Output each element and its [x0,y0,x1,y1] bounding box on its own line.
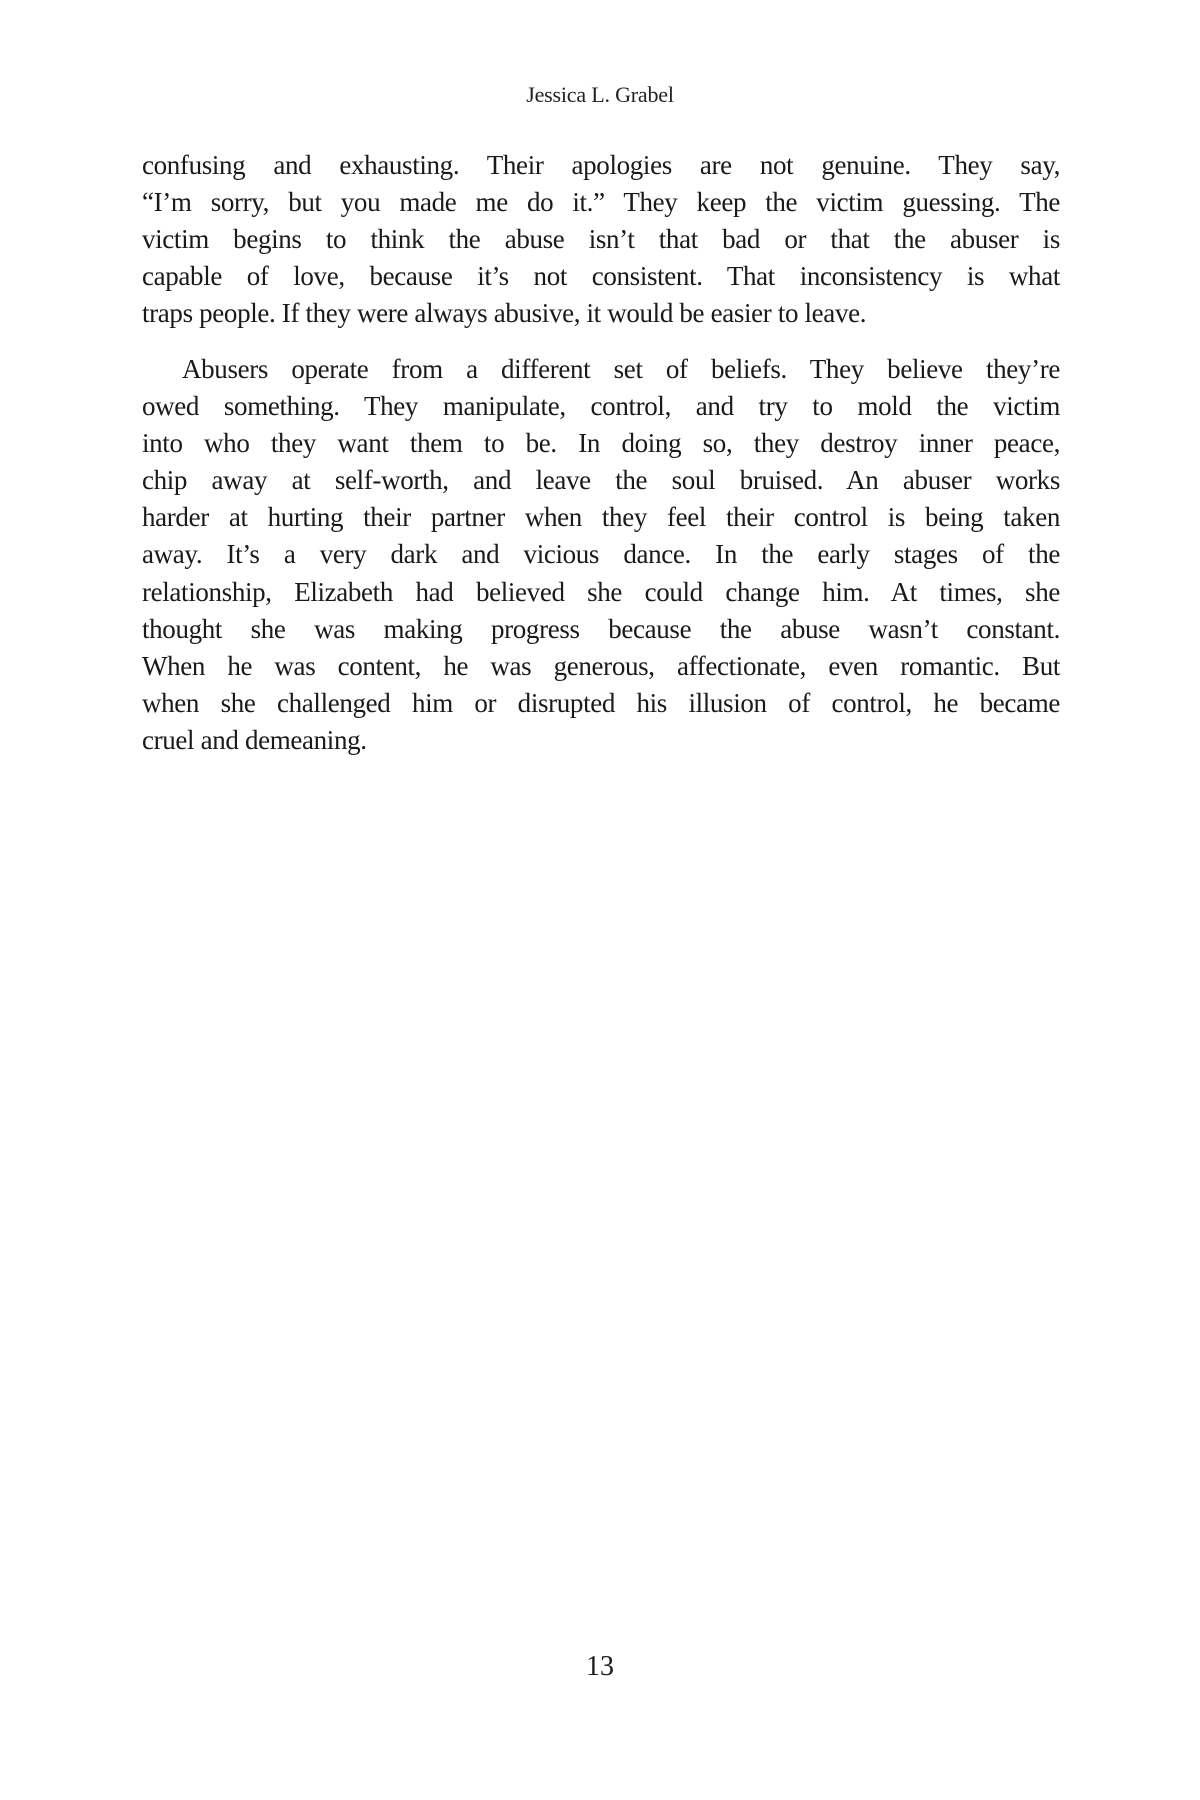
text-line: When he was content, he was generous, affectionate, even romantic. But [142,650,1060,681]
text-line: confusing and exhausting. Their apologies are not genuine. They say, [142,150,1060,180]
paragraph-2 [142,351,1060,759]
text-line: into who they want them to be. In doing so, they destroy inner peace, [142,428,1060,459]
text-line: victim begins to think the abuse isn’t that bad or that the abuser is [142,224,1060,255]
text-line: away. It’s a very dark and vicious dance. In the early stages of the [142,539,1060,570]
page-number: 13 [586,1651,614,1682]
text-line: when she challenged him or disrupted his illusion of control, he became [142,687,1060,718]
text-line: chip away at self-worth, and leave the soul bruised. An abuser works [142,465,1060,496]
text-line: cruel and demeaning. [142,724,367,755]
text-line: “I’m sorry, but you made me do it.” They keep the victim guessing. The [142,187,1060,218]
text-line: traps people. If they were always abusive, it would be easier to leave. [142,298,867,329]
text-line: owed something. They manipulate, control, and try to mold the victim [142,391,1060,422]
text-line: Abusers operate from a different set of beliefs. They believe they’re [182,354,1060,384]
running-header: Jessica L. Grabel [526,82,674,107]
text-line: thought she was making progress because the abuse wasn’t constant. [142,613,1060,644]
text-line: harder at hurting their partner when they feel their control is being taken [142,502,1060,533]
text-line: relationship, Elizabeth had believed she could change him. At times, she [142,576,1060,607]
text-line: capable of love, because it’s not consistent. That inconsistency is what [142,261,1060,292]
paragraph-1 [142,147,1060,332]
